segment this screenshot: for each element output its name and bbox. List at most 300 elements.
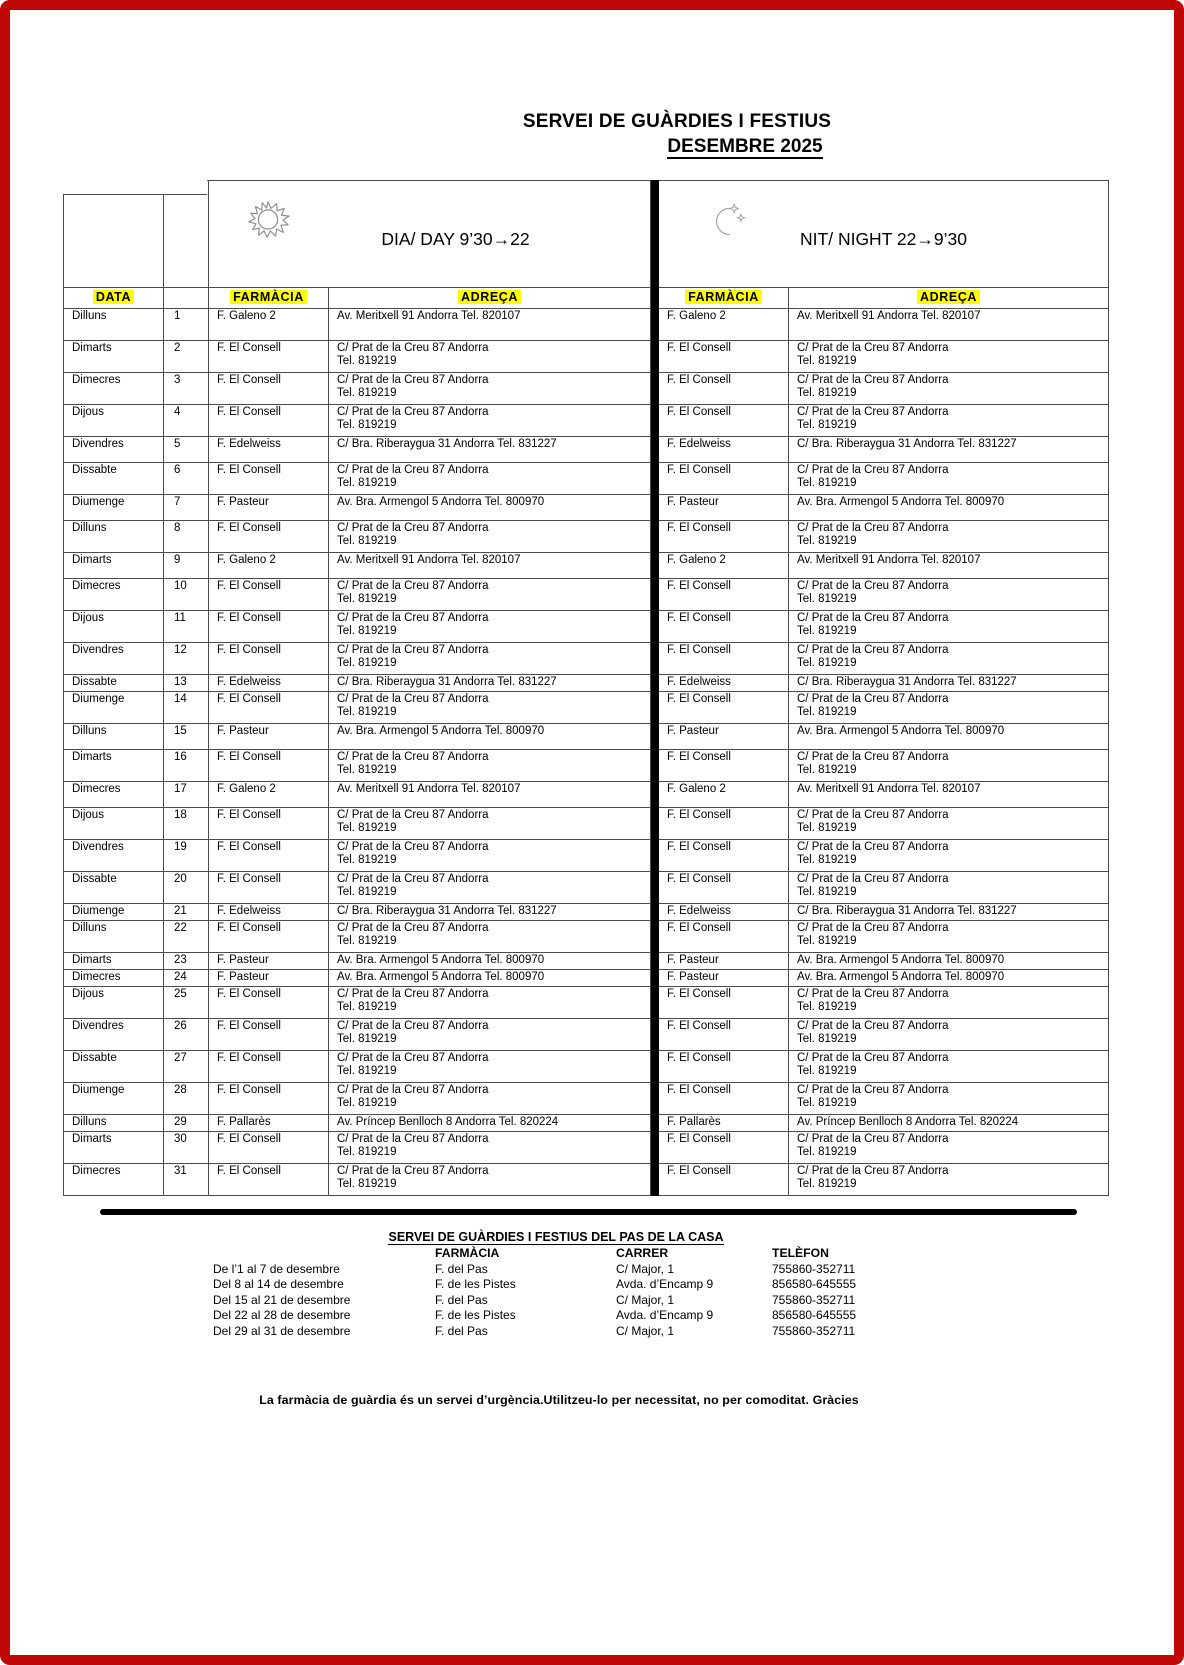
day-number-cell: 17 [164,782,209,808]
weekday-cell: Dilluns [64,309,164,341]
night-pharmacy-cell: F. El Consell [659,1019,789,1051]
day-address-cell: C/ Prat de la Creu 87 Andorra Tel. 819219 [329,1019,651,1051]
day-number-cell: 3 [164,373,209,405]
pas-street-cell: C/ Major, 1 [616,1323,675,1338]
day-number-cell: 21 [164,904,209,921]
pas-phone-cell: 755860-352711 [772,1323,856,1338]
night-period-label: NIT/ NIGHT 22→9’30 [800,229,967,249]
day-pharmacy-cell: F. El Consell [209,750,329,782]
day-address-cell: C/ Prat de la Creu 87 Andorra Tel. 819219 [329,1132,651,1164]
day-address-cell: C/ Bra. Riberaygua 31 Andorra Tel. 831227 [329,437,651,463]
weekday-cell: Dilluns [64,1115,164,1132]
day-number-cell: 16 [164,750,209,782]
night-pharmacy-cell: F. El Consell [659,1051,789,1083]
day-address-cell: C/ Prat de la Creu 87 Andorra Tel. 819219 [329,872,651,904]
night-pharmacy-cell: F. El Consell [659,692,789,724]
pas-section-title-text: SERVEI DE GUÀRDIES I FESTIUS DEL PAS DE LA CASA [388,1230,724,1244]
day-number-cell: 12 [164,643,209,675]
pas-period-cell: Del 15 al 21 de desembre [213,1292,351,1307]
day-pharmacy-cell: F. El Consell [209,611,329,643]
weekday-cell: Diumenge [64,904,164,921]
weekday-cell: Dimarts [64,953,164,970]
day-night-divider [651,611,659,643]
table-row [64,808,1109,840]
night-pharmacy-cell: F. Pasteur [659,953,789,970]
table-row [64,872,1109,904]
pas-header-row [213,1246,942,1262]
night-address-cell: C/ Prat de la Creu 87 Andorra Tel. 819219 [789,921,1109,953]
table-row [64,987,1109,1019]
day-night-divider [651,840,659,872]
day-number-cell: 15 [164,724,209,750]
weekday-cell: Dimecres [64,782,164,808]
pas-period-cell: De l’1 al 7 de desembre [213,1261,340,1276]
day-pharmacy-cell: F. El Consell [209,692,329,724]
night-pharmacy-cell: F. El Consell [659,1164,789,1196]
night-pharmacy-cell: F. Galeno 2 [659,309,789,341]
day-night-divider [651,643,659,675]
night-address-cell: C/ Bra. Riberaygua 31 Andorra Tel. 831227 [789,437,1109,463]
day-number-cell: 6 [164,463,209,495]
schedule-rows [64,309,1109,1196]
page-subtitle-text: DESEMBRE 2025 [667,136,823,157]
table-row [64,750,1109,782]
weekday-cell: Dimarts [64,1132,164,1164]
night-address-cell: C/ Prat de la Creu 87 Andorra Tel. 819219 [789,987,1109,1019]
table-row [64,521,1109,553]
table-row [64,921,1109,953]
day-number-cell: 18 [164,808,209,840]
night-pharmacy-cell: F. El Consell [659,405,789,437]
pas-phone-cell: 755860-352711 [772,1292,856,1307]
pas-street-cell: Avda. d’Encamp 9 [616,1308,714,1322]
day-number-cell: 20 [164,872,209,904]
day-number-cell: 10 [164,579,209,611]
night-address-cell: C/ Prat de la Creu 87 Andorra Tel. 819219 [789,1083,1109,1115]
weekday-cell: Dijous [64,611,164,643]
night-address-cell: C/ Prat de la Creu 87 Andorra Tel. 819219 [789,463,1109,495]
day-address-cell: C/ Prat de la Creu 87 Andorra Tel. 819219 [329,987,651,1019]
weekday-cell: Dimarts [64,553,164,579]
day-night-divider [651,495,659,521]
day-number-cell: 11 [164,611,209,643]
day-night-divider [651,437,659,463]
day-address-cell: C/ Prat de la Creu 87 Andorra Tel. 819219 [329,611,651,643]
day-night-divider [651,970,659,987]
night-pharmacy-cell: F. El Consell [659,872,789,904]
day-address-cell: C/ Prat de la Creu 87 Andorra Tel. 819219 [329,373,651,405]
table-row [64,840,1109,872]
pas-telefon-header: TELÈFON [772,1246,829,1260]
day-number-cell: 14 [164,692,209,724]
weekday-cell: Dissabte [64,463,164,495]
day-night-divider [651,782,659,808]
pas-rows [213,1262,942,1340]
day-pharmacy-cell: F. El Consell [209,1051,329,1083]
day-pharmacy-cell: F. Pasteur [209,970,329,987]
day-night-divider [651,987,659,1019]
night-pharmacy-cell: F. Galeno 2 [659,553,789,579]
weekday-cell: Divendres [64,1019,164,1051]
table-row [64,1051,1109,1083]
day-night-divider [651,1083,659,1115]
day-number-cell: 2 [164,341,209,373]
night-pharmacy-cell: F. Edelweiss [659,437,789,463]
night-address-cell: C/ Prat de la Creu 87 Andorra Tel. 819219 [789,1051,1109,1083]
weekday-cell: Divendres [64,643,164,675]
night-pharmacy-cell: F. El Consell [659,521,789,553]
moon-icon [707,202,747,240]
section-divider-bar [100,1209,1077,1215]
night-pharmacy-cell: F. Pasteur [659,495,789,521]
day-night-divider [651,921,659,953]
table-row [64,1019,1109,1051]
night-address-cell: C/ Prat de la Creu 87 Andorra Tel. 819219 [789,643,1109,675]
table-row [64,1115,1109,1132]
day-number-cell: 23 [164,953,209,970]
day-pharmacy-cell: F. El Consell [209,373,329,405]
weekday-cell: Dilluns [64,724,164,750]
day-night-divider [651,405,659,437]
night-address-cell: Av. Meritxell 91 Andorra Tel. 820107 [789,782,1109,808]
day-number-cell: 26 [164,1019,209,1051]
day-pharmacy-cell: F. Galeno 2 [209,553,329,579]
schedule-table-wrap [63,180,1109,1196]
day-number-cell: 31 [164,1164,209,1196]
day-address-cell: C/ Prat de la Creu 87 Andorra Tel. 819219 [329,921,651,953]
pas-street-cell: Avda. d’Encamp 9 [616,1277,714,1291]
night-pharmacy-cell: F. Pasteur [659,970,789,987]
day-pharmacy-cell: F. El Consell [209,1083,329,1115]
night-address-cell: C/ Prat de la Creu 87 Andorra Tel. 819219 [789,1019,1109,1051]
table-row [64,309,1109,341]
day-address-cell: C/ Prat de la Creu 87 Andorra Tel. 819219 [329,579,651,611]
pas-street-cell: C/ Major, 1 [616,1261,675,1276]
day-address-cell: C/ Prat de la Creu 87 Andorra Tel. 819219 [329,341,651,373]
day-night-divider [651,373,659,405]
day-number-cell: 30 [164,1132,209,1164]
day-pharmacy-cell: F. El Consell [209,1164,329,1196]
day-pharmacy-cell: F. El Consell [209,808,329,840]
night-address-cell: Av. Meritxell 91 Andorra Tel. 820107 [789,553,1109,579]
pas-pharmacy-cell: F. del Pas [435,1261,488,1276]
pas-street-cell: C/ Major, 1 [616,1292,675,1307]
night-pharmacy-cell: F. Pasteur [659,724,789,750]
day-number-cell: 8 [164,521,209,553]
day-number-cell: 9 [164,553,209,579]
day-farmacia-header: FARMÀCIA [230,290,307,304]
table-row [64,782,1109,808]
day-number-cell: 5 [164,437,209,463]
day-night-divider [651,872,659,904]
night-farmacia-header: FARMÀCIA [685,290,762,304]
night-adreca-header: ADREÇA [917,290,980,304]
day-adreca-header-cell [329,288,651,309]
day-address-cell: Av. Meritxell 91 Andorra Tel. 820107 [329,553,651,579]
day-night-divider [651,953,659,970]
day-number-cell: 1 [164,309,209,341]
night-address-cell: Av. Príncep Benlloch 8 Andorra Tel. 820224 [789,1115,1109,1132]
night-address-cell: C/ Prat de la Creu 87 Andorra Tel. 819219 [789,808,1109,840]
day-pharmacy-cell: F. El Consell [209,521,329,553]
night-address-cell: C/ Prat de la Creu 87 Andorra Tel. 819219 [789,1132,1109,1164]
day-farmacia-header-cell [209,288,329,309]
day-address-cell: C/ Prat de la Creu 87 Andorra Tel. 819219 [329,643,651,675]
table-row [64,904,1109,921]
table-row [64,692,1109,724]
night-address-cell: C/ Prat de la Creu 87 Andorra Tel. 819219 [789,1164,1109,1196]
day-address-cell: C/ Prat de la Creu 87 Andorra Tel. 819219 [329,405,651,437]
night-pharmacy-cell: F. Edelweiss [659,675,789,692]
pas-carrer-header: CARRER [616,1246,669,1260]
day-pharmacy-cell: F. El Consell [209,987,329,1019]
night-pharmacy-cell: F. El Consell [659,840,789,872]
table-row [64,953,1109,970]
night-address-cell: C/ Prat de la Creu 87 Andorra Tel. 819219 [789,611,1109,643]
pas-table [213,1246,942,1339]
weekday-cell: Dijous [64,987,164,1019]
day-pharmacy-cell: F. Pasteur [209,724,329,750]
day-number-cell: 22 [164,921,209,953]
day-address-cell: C/ Prat de la Creu 87 Andorra Tel. 819219 [329,521,651,553]
page-subtitle [10,135,1174,159]
table-row [64,1132,1109,1164]
pas-period-cell: Del 22 al 28 de desembre [213,1308,351,1322]
weekday-cell: Dimarts [64,341,164,373]
day-night-divider [651,1115,659,1132]
day-number-cell: 29 [164,1115,209,1132]
night-pharmacy-cell: F. El Consell [659,1132,789,1164]
night-address-cell: C/ Prat de la Creu 87 Andorra Tel. 819219 [789,750,1109,782]
weekday-cell: Dimecres [64,970,164,987]
table-row [64,463,1109,495]
night-address-cell: C/ Prat de la Creu 87 Andorra Tel. 819219 [789,840,1109,872]
night-adreca-header-cell [789,288,1109,309]
night-address-cell: Av. Bra. Armengol 5 Andorra Tel. 800970 [789,495,1109,521]
pas-pharmacy-cell: F. del Pas [435,1323,488,1338]
night-period-cell [659,181,1109,288]
day-night-divider [651,309,659,341]
day-night-divider [651,1164,659,1196]
table-row [64,579,1109,611]
day-address-cell: Av. Príncep Benlloch 8 Andorra Tel. 820224 [329,1115,651,1132]
day-night-divider [651,288,659,309]
day-pharmacy-cell: F. El Consell [209,643,329,675]
corner-cell-1 [64,181,164,288]
table-row [64,970,1109,987]
day-address-cell: Av. Bra. Armengol 5 Andorra Tel. 800970 [329,953,651,970]
table-row [64,1164,1109,1196]
pas-phone-cell: 755860-352711 [772,1261,856,1276]
day-pharmacy-cell: F. El Consell [209,463,329,495]
weekday-cell: Dijous [64,808,164,840]
table-row [64,405,1109,437]
page-title [10,110,1174,134]
data-header: DATA [93,290,134,304]
day-address-cell: C/ Prat de la Creu 87 Andorra Tel. 819219 [329,1051,651,1083]
day-number-header-cell [164,288,209,309]
weekday-cell: Dissabte [64,872,164,904]
night-pharmacy-cell: F. El Consell [659,341,789,373]
day-number-cell: 25 [164,987,209,1019]
day-pharmacy-cell: F. El Consell [209,579,329,611]
day-address-cell: C/ Prat de la Creu 87 Andorra Tel. 819219 [329,1083,651,1115]
day-address-cell: Av. Meritxell 91 Andorra Tel. 820107 [329,782,651,808]
night-address-cell: C/ Prat de la Creu 87 Andorra Tel. 819219 [789,579,1109,611]
night-address-cell: Av. Meritxell 91 Andorra Tel. 820107 [789,309,1109,341]
pas-period-cell: Del 8 al 14 de desembre [213,1277,344,1291]
pas-farmacia-header: FARMÀCIA [435,1246,500,1260]
weekday-cell: Dimecres [64,579,164,611]
day-period-cell [209,181,651,288]
day-night-divider [651,521,659,553]
weekday-cell: Dilluns [64,521,164,553]
day-pharmacy-cell: F. Pasteur [209,495,329,521]
table-row [64,495,1109,521]
day-pharmacy-cell: F. Galeno 2 [209,782,329,808]
table-row [64,553,1109,579]
night-farmacia-header-cell [659,288,789,309]
footer-note: La farmàcia de guàrdia és un servei d’urgència.Utilitzeu-lo per necessitat, no per comoditat. Gràcies [259,1393,859,1407]
day-night-divider [651,553,659,579]
pas-pharmacy-cell: F. del Pas [435,1292,488,1307]
day-pharmacy-cell: F. El Consell [209,405,329,437]
column-header-row [64,288,1109,309]
night-address-cell: C/ Bra. Riberaygua 31 Andorra Tel. 831227 [789,904,1109,921]
day-night-divider [651,904,659,921]
day-night-divider [651,675,659,692]
pas-pharmacy-cell: F. de les Pistes [435,1308,516,1322]
day-period-label: DIA/ DAY 9’30→22 [381,229,530,249]
night-pharmacy-cell: F. El Consell [659,579,789,611]
weekday-cell: Dimarts [64,750,164,782]
day-night-divider [651,463,659,495]
night-address-cell: Av. Bra. Armengol 5 Andorra Tel. 800970 [789,970,1109,987]
day-address-cell: C/ Bra. Riberaygua 31 Andorra Tel. 831227 [329,675,651,692]
weekday-cell: Dimecres [64,373,164,405]
pas-section-title [10,1230,1174,1244]
day-night-divider [651,692,659,724]
day-address-cell: Av. Meritxell 91 Andorra Tel. 820107 [329,309,651,341]
corner-patch [63,180,207,195]
pas-period-cell: Del 29 al 31 de desembre [213,1323,351,1338]
pas-period-header-cell [213,1246,435,1262]
night-pharmacy-cell: F. El Consell [659,373,789,405]
day-night-divider [651,1019,659,1051]
day-adreca-header: ADREÇA [458,290,521,304]
night-address-cell: C/ Prat de la Creu 87 Andorra Tel. 819219 [789,373,1109,405]
table-row [64,341,1109,373]
day-address-cell: C/ Prat de la Creu 87 Andorra Tel. 819219 [329,692,651,724]
pas-phone-cell: 856580-645555 [772,1277,857,1291]
day-address-cell: C/ Bra. Riberaygua 31 Andorra Tel. 831227 [329,904,651,921]
pas-row [213,1277,942,1293]
day-pharmacy-cell: F. El Consell [209,341,329,373]
night-address-cell: C/ Prat de la Creu 87 Andorra Tel. 819219 [789,692,1109,724]
table-row [64,643,1109,675]
day-address-cell: C/ Prat de la Creu 87 Andorra Tel. 819219 [329,1164,651,1196]
night-pharmacy-cell: F. El Consell [659,463,789,495]
period-header-row [64,181,1109,288]
day-number-cell: 7 [164,495,209,521]
day-number-cell: 13 [164,675,209,692]
pas-row [213,1308,942,1324]
day-night-divider [651,750,659,782]
day-address-cell: C/ Prat de la Creu 87 Andorra Tel. 819219 [329,750,651,782]
day-address-cell: Av. Bra. Armengol 5 Andorra Tel. 800970 [329,970,651,987]
guard-schedule-table [63,180,1109,1196]
day-night-divider [651,341,659,373]
corner-cell-2 [164,181,209,288]
day-pharmacy-cell: F. Edelweiss [209,675,329,692]
night-address-cell: C/ Prat de la Creu 87 Andorra Tel. 819219 [789,405,1109,437]
night-address-cell: C/ Prat de la Creu 87 Andorra Tel. 819219 [789,521,1109,553]
night-pharmacy-cell: F. Edelweiss [659,904,789,921]
weekday-cell: Dissabte [64,1051,164,1083]
night-pharmacy-cell: F. El Consell [659,808,789,840]
night-pharmacy-cell: F. Pallarès [659,1115,789,1132]
weekday-cell: Dissabte [64,675,164,692]
night-address-cell: C/ Prat de la Creu 87 Andorra Tel. 819219 [789,872,1109,904]
day-pharmacy-cell: F. Galeno 2 [209,309,329,341]
night-address-cell: Av. Bra. Armengol 5 Andorra Tel. 800970 [789,953,1109,970]
day-pharmacy-cell: F. El Consell [209,872,329,904]
day-night-divider [651,724,659,750]
day-address-cell: C/ Prat de la Creu 87 Andorra Tel. 819219 [329,463,651,495]
table-row [64,675,1109,692]
day-number-cell: 19 [164,840,209,872]
pas-pharmacy-cell: F. de les Pistes [435,1277,516,1291]
day-night-divider [651,579,659,611]
weekday-cell: Dimecres [64,1164,164,1196]
page-title-text: SERVEI DE GUÀRDIES I FESTIUS [522,111,832,132]
night-pharmacy-cell: F. El Consell [659,921,789,953]
night-address-cell: C/ Prat de la Creu 87 Andorra Tel. 819219 [789,341,1109,373]
day-pharmacy-cell: F. El Consell [209,1019,329,1051]
day-address-cell: C/ Prat de la Creu 87 Andorra Tel. 819219 [329,808,651,840]
sun-icon [245,194,291,244]
pas-row [213,1293,942,1309]
day-number-cell: 4 [164,405,209,437]
table-row [64,373,1109,405]
night-pharmacy-cell: F. El Consell [659,611,789,643]
table-row [64,611,1109,643]
table-row [64,1083,1109,1115]
day-address-cell: Av. Bra. Armengol 5 Andorra Tel. 800970 [329,724,651,750]
weekday-cell: Diumenge [64,1083,164,1115]
day-pharmacy-cell: F. El Consell [209,921,329,953]
day-pharmacy-cell: F. Edelweiss [209,904,329,921]
weekday-cell: Diumenge [64,495,164,521]
weekday-cell: Diumenge [64,692,164,724]
pas-phone-cell: 856580-645555 [772,1308,857,1322]
weekday-cell: Divendres [64,840,164,872]
table-row [64,724,1109,750]
day-pharmacy-cell: F. El Consell [209,840,329,872]
night-pharmacy-cell: F. El Consell [659,987,789,1019]
night-pharmacy-cell: F. El Consell [659,643,789,675]
day-night-divider [651,181,659,288]
day-pharmacy-cell: F. El Consell [209,1132,329,1164]
day-night-divider [651,1132,659,1164]
day-number-cell: 28 [164,1083,209,1115]
day-address-cell: C/ Prat de la Creu 87 Andorra Tel. 819219 [329,840,651,872]
weekday-cell: Dilluns [64,921,164,953]
night-pharmacy-cell: F. El Consell [659,1083,789,1115]
day-number-cell: 27 [164,1051,209,1083]
weekday-cell: Dijous [64,405,164,437]
day-pharmacy-cell: F. Pallarès [209,1115,329,1132]
